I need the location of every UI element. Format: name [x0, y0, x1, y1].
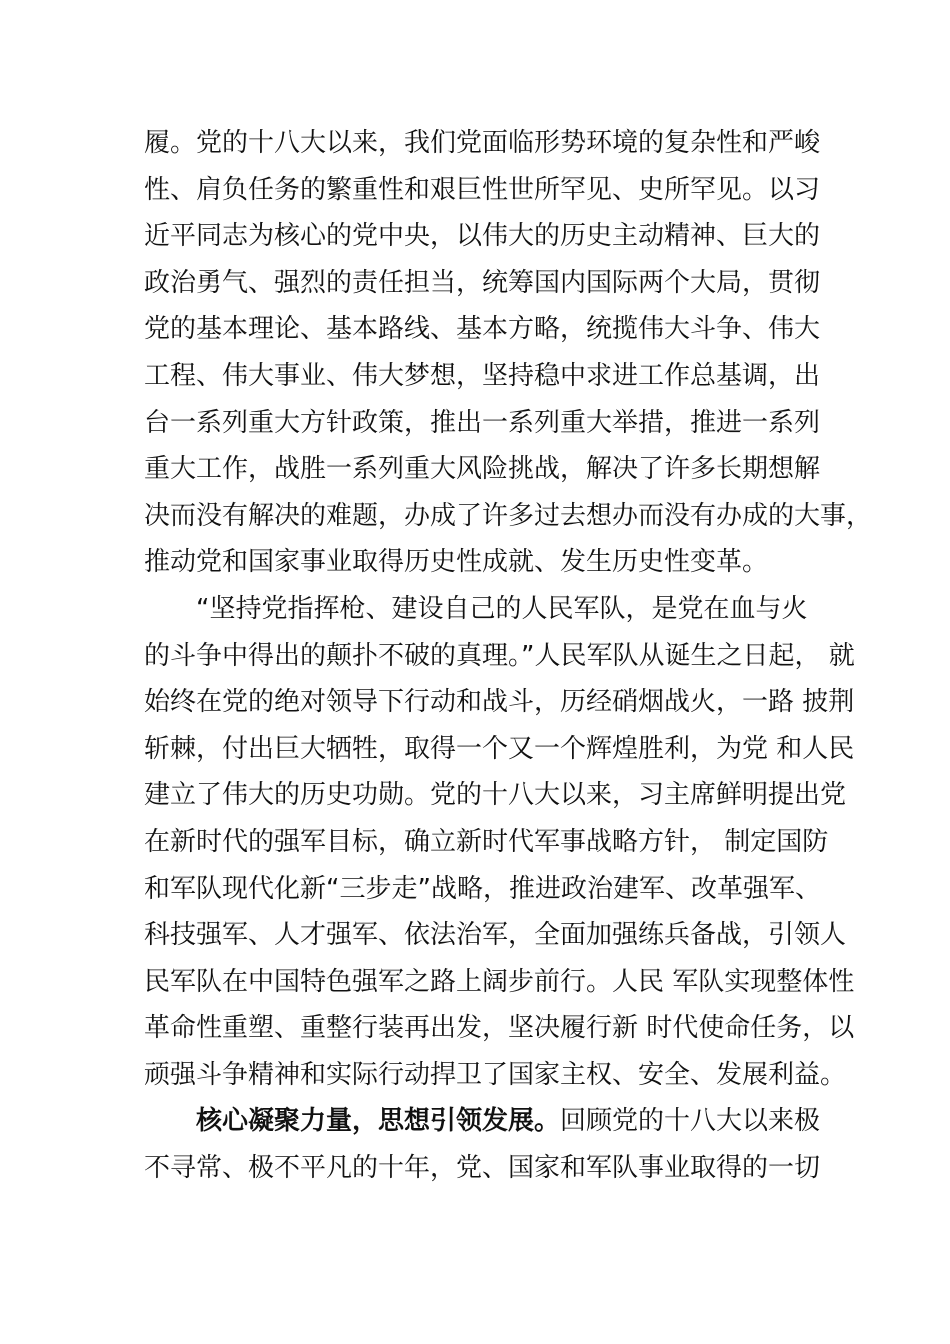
text-line: 推动党和国家事业取得历史性成就、发生历史性变革。 — [144, 547, 769, 578]
text-line: 的斗争中得出的颠扑不破的真理。”人民军队从诞生之日起， 就 — [144, 640, 855, 671]
text-line: 决而没有解决的难题，办成了许多过去想办而没有办成的大事， — [144, 500, 873, 531]
text-line: 不寻常、极不平凡的十年，党、国家和军队事业取得的一切 — [144, 1153, 821, 1184]
text-line: 民军队在中国特色强军之路上阔步前行。人民 军队实现整体性 — [144, 966, 855, 997]
text-line: 近平同志为核心的党中央，以伟大的历史主动精神、巨大的 — [144, 221, 821, 252]
text-line: 和军队现代化新“三步走”战略，推进政治建军、改革强军、 — [144, 873, 821, 904]
text-line: 重大工作，战胜一系列重大风险挑战，解决了许多长期想解 — [144, 454, 821, 485]
bold-heading: 核心凝聚力量，思想引领发展。 — [196, 1106, 561, 1137]
text-line: 科技强军、人才强军、依法治军，全面加强练兵备战，引领人 — [144, 920, 847, 951]
text-line: 革命性重塑、重整行装再出发，坚决履行新 时代使命任务，以 — [144, 1013, 855, 1044]
text-line: 工程、伟大事业、伟大梦想，坚持稳中求进工作总基调，出 — [144, 360, 821, 391]
section-heading-line — [144, 1098, 844, 1145]
body-text — [144, 120, 873, 1192]
text-line: 建立了伟大的历史功勋。党的十八大以来，习主席鲜明提出党 — [144, 780, 847, 811]
text-line: 在新时代的强军目标，确立新时代军事战略方针， 制定国防 — [144, 826, 829, 857]
heading-rest: 回顾党的十八大以来极 — [560, 1106, 821, 1137]
text-line: “坚持党指挥枪、建设自己的人民军队，是党在血与火 — [196, 593, 808, 624]
text-line: 性、肩负任务的繁重性和艰巨性世所罕见、史所罕见。以习 — [144, 174, 821, 205]
text-line: 台一系列重大方针政策，推出一系列重大举措，推进一系列 — [144, 407, 821, 438]
text-line: 顽强斗争精神和实际行动捍卫了国家主权、安全、发展利益。 — [144, 1059, 847, 1090]
text-line: 始终在党的绝对领导下行动和战斗，历经硝烟战火，一路 披荆 — [144, 687, 855, 718]
text-line: 党的基本理论、基本路线、基本方略，统揽伟大斗争、伟大 — [144, 314, 821, 345]
text-line: 斩棘，付出巨大牺牲，取得一个又一个辉煌胜利，为党 和人民 — [144, 733, 855, 764]
text-line: 政治勇气、强烈的责任担当，统筹国内国际两个大局，贯彻 — [144, 267, 821, 298]
text-line: 履。党的十八大以来，我们党面临形势环境的复杂性和严峻 — [144, 128, 821, 158]
